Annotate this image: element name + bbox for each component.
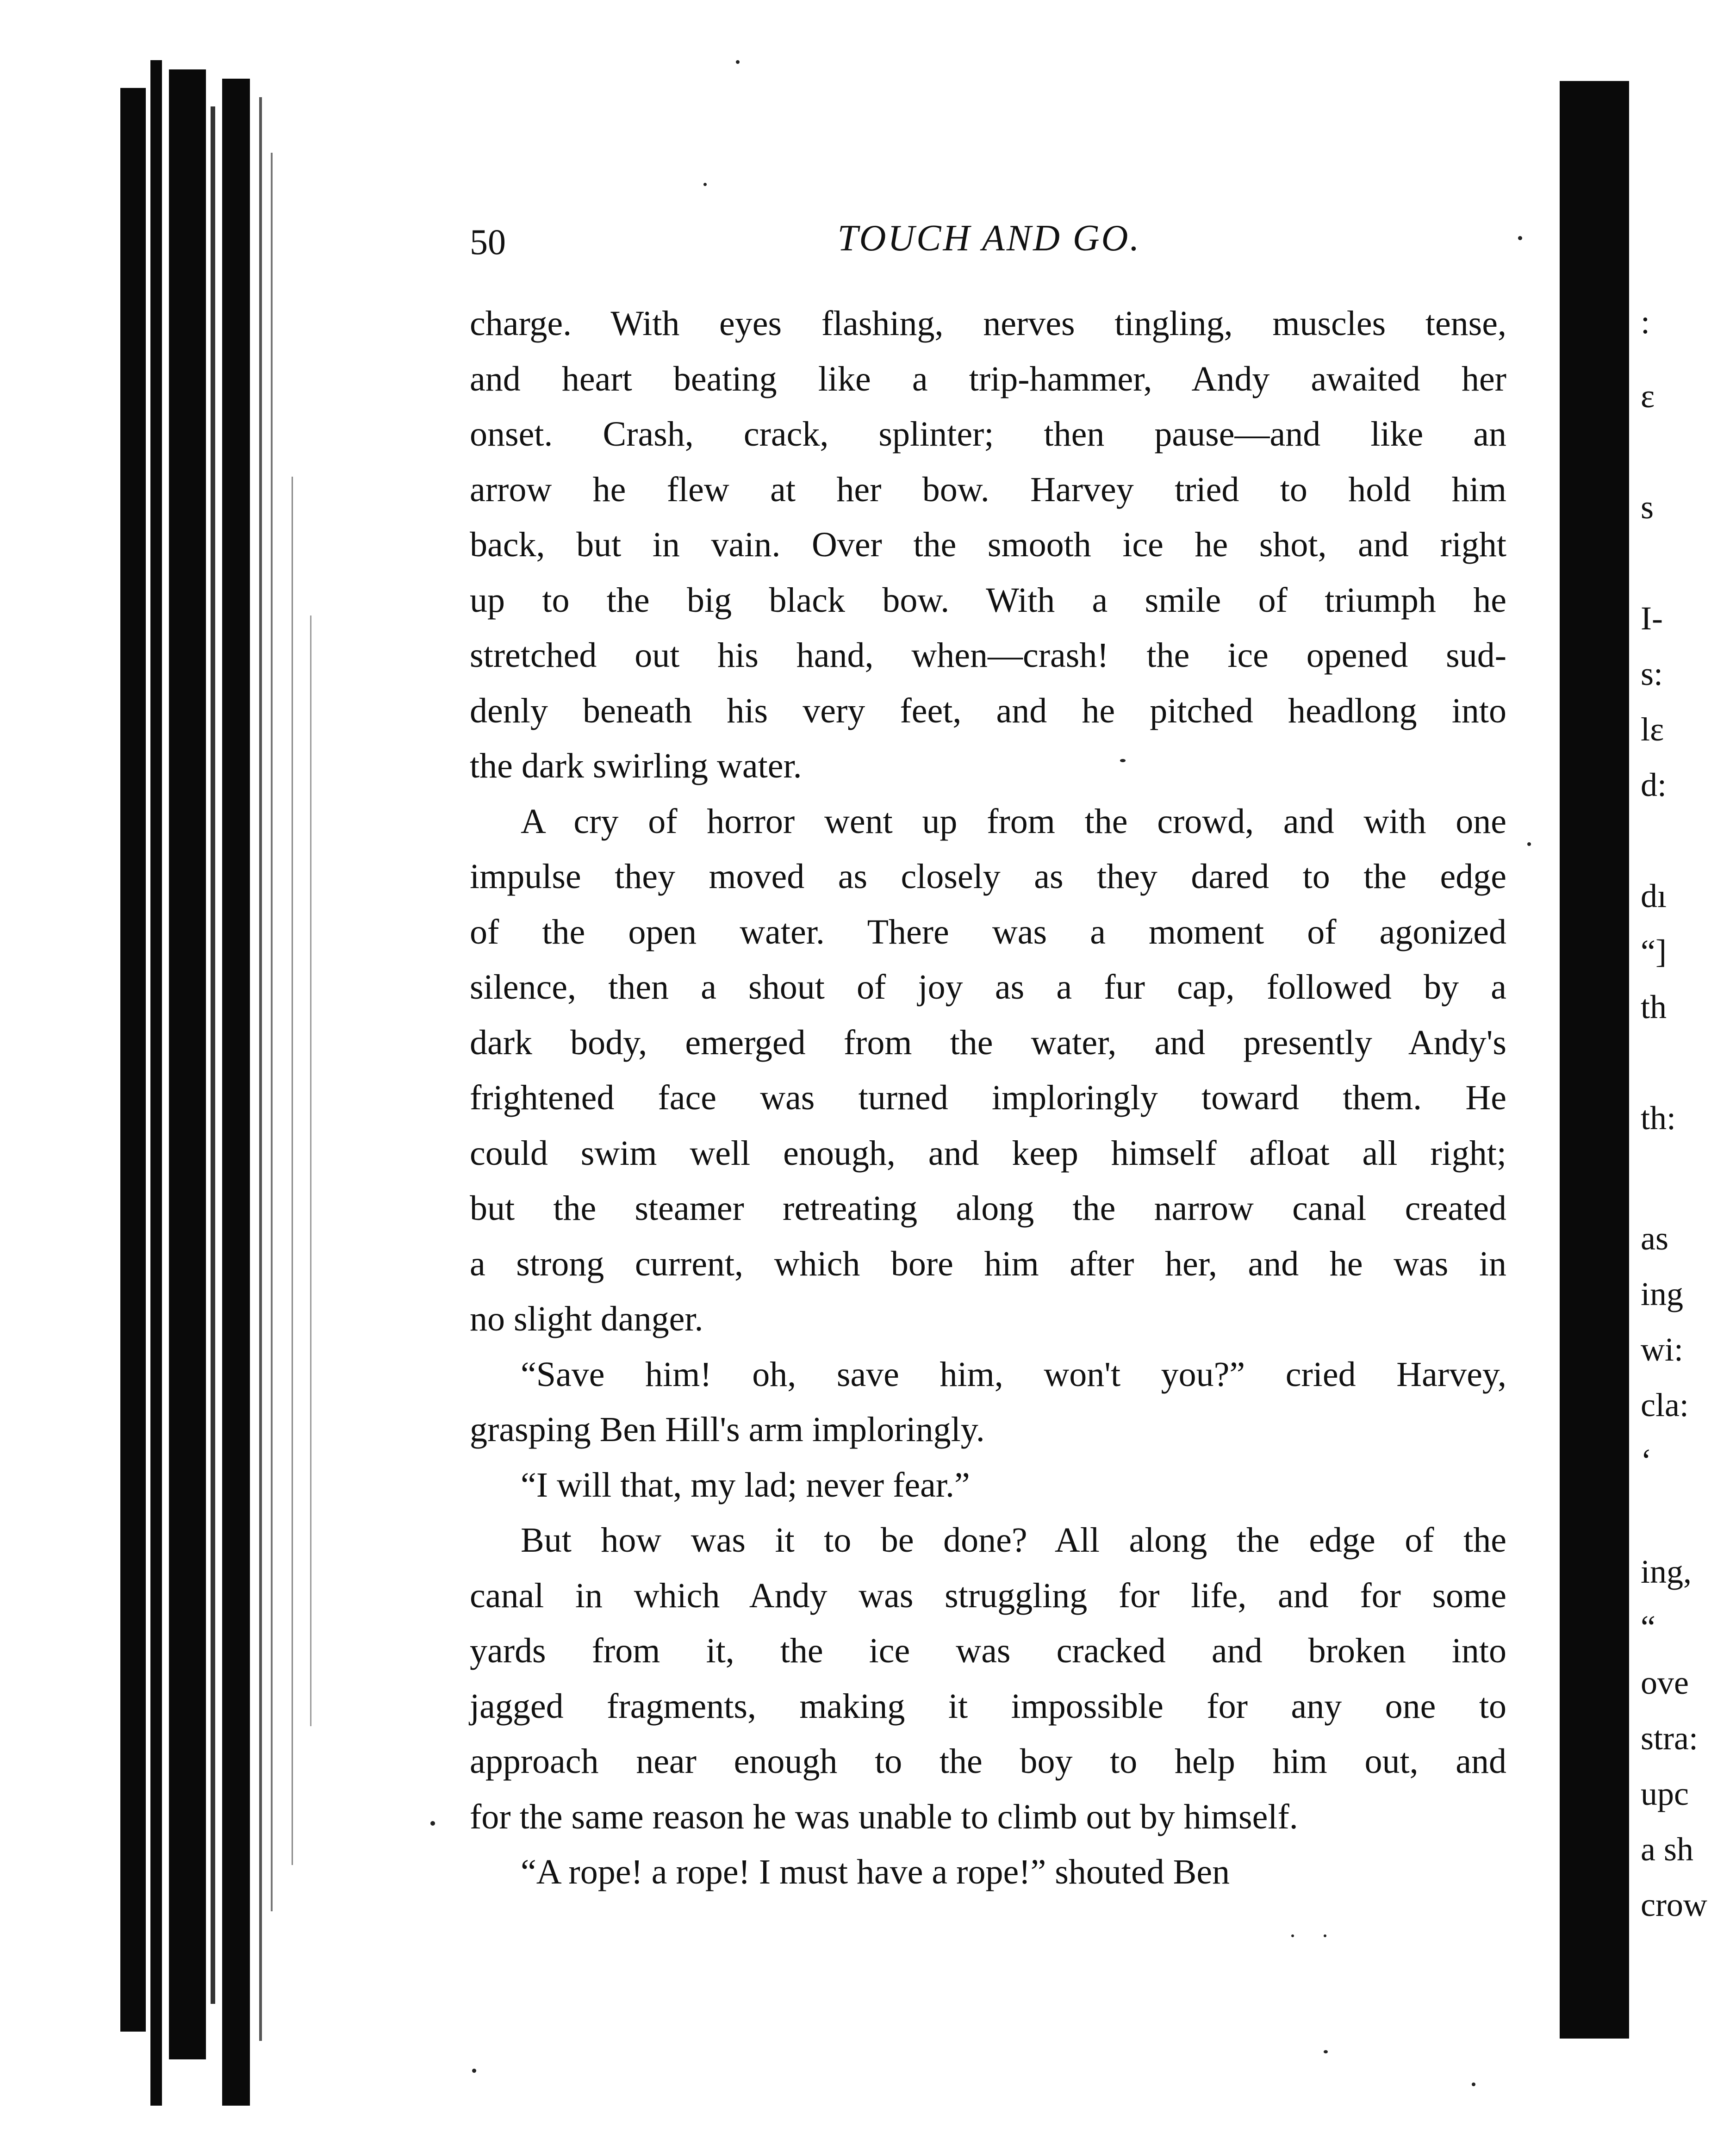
text-line: no slight danger. <box>470 1299 703 1338</box>
facing-page-edge-shadow <box>1560 81 1629 2039</box>
facing-page-fragment: ‘ <box>1641 1442 1652 1479</box>
page-number: 50 <box>470 222 506 262</box>
scan-speck <box>1527 842 1531 846</box>
text-line: but the steamer retreating along the narrow canal created <box>470 1189 1506 1228</box>
text-line: dark body, emerged from the water, and presently Andy's <box>470 1023 1506 1062</box>
facing-page-fragment: th <box>1641 989 1667 1026</box>
page-header <box>470 218 1509 268</box>
scan-speck <box>1472 2083 1475 2086</box>
text-line: But how was it to be done? All along the edge of the <box>521 1521 1506 1560</box>
text-line: of the open water. There was a moment of agonized <box>470 912 1506 951</box>
text-line: canal in which Andy was struggling for life, and for some <box>470 1576 1506 1615</box>
text-line: charge. With eyes flashing, nerves tingling, muscles tense, <box>470 304 1506 343</box>
text-line: and heart beating like a trip-hammer, Andy awaited her <box>470 359 1506 398</box>
scan-speck <box>736 60 740 64</box>
text-line: “Save him! oh, save him, won't you?” cried Harvey, <box>521 1355 1506 1394</box>
gutter-stripe <box>310 616 311 1726</box>
text-line: stretched out his hand, when—crash! the ice opened sud- <box>470 636 1506 675</box>
scan-speck <box>1324 2050 1328 2053</box>
facing-page-fragment: wi: <box>1641 1331 1684 1368</box>
text-line: back, but in vain. Over the smooth ice he shot, and right <box>470 525 1506 564</box>
text-line: yards from it, the ice was cracked and broken into <box>470 1631 1506 1670</box>
text-line: could swim well enough, and keep himself afloat all right; <box>470 1133 1506 1173</box>
facing-page-fragment: dı <box>1641 877 1667 914</box>
text-line: jagged fragments, making it impossible for any one to <box>470 1686 1506 1726</box>
gutter-stripe <box>169 69 206 2059</box>
facing-page-fragment: ing <box>1641 1275 1684 1312</box>
facing-page-fragment: as <box>1641 1220 1668 1257</box>
facing-page-fragment: ing, <box>1641 1553 1692 1590</box>
facing-page-fragment: th: <box>1641 1100 1676 1137</box>
scan-speck <box>472 2069 476 2073</box>
facing-page-fragment: “ <box>1641 1609 1655 1646</box>
text-line: arrow he flew at her bow. Harvey tried to hold him <box>470 470 1506 509</box>
facing-page-fragment: d: <box>1641 766 1667 803</box>
facing-page-fragment: stra: <box>1641 1720 1698 1757</box>
text-line: impulse they moved as closely as they dared to the edge <box>470 857 1506 896</box>
text-line: the dark swirling water. <box>470 746 802 785</box>
facing-page-fragment: crow <box>1641 1886 1707 1923</box>
body-text <box>470 296 1506 1900</box>
text-line: for the same reason he was unable to climb out by himself. <box>470 1797 1298 1836</box>
scan-speck <box>703 183 707 186</box>
facing-page-fragment: ε <box>1641 378 1655 415</box>
scan-speck <box>430 1821 435 1826</box>
gutter-stripe <box>222 79 250 2106</box>
scan-speck <box>1120 759 1126 762</box>
facing-page-fragment: lε <box>1641 711 1664 748</box>
text-line: “I will that, my lad; never fear.” <box>521 1465 970 1505</box>
text-line: “A rope! a rope! I must have a rope!” shouted Ben <box>521 1853 1230 1891</box>
text-line: silence, then a shout of joy as a fur cap, followed by a <box>470 968 1506 1007</box>
text-line: up to the big black bow. With a smile of triumph he <box>470 580 1506 620</box>
text-line: A cry of horror went up from the crowd, and with one <box>521 802 1506 841</box>
facing-page-fragment: a sh <box>1641 1831 1693 1868</box>
text-line: approach near enough to the boy to help him out, and <box>470 1742 1506 1781</box>
facing-page-fragment: ove <box>1641 1664 1689 1701</box>
facing-page-fragment: I- <box>1641 600 1663 637</box>
facing-page-fragment: : <box>1641 304 1650 341</box>
gutter-stripe <box>271 153 273 1911</box>
text-line: denly beneath his very feet, and he pitched headlong into <box>470 691 1506 730</box>
binding-gutter-shadow <box>106 60 319 2106</box>
facing-page-fragment: s: <box>1641 655 1663 692</box>
facing-page-fragment: cla: <box>1641 1386 1689 1424</box>
facing-page-fragment: s <box>1641 489 1654 526</box>
text-line: onset. Crash, crack, splinter; then pause—and like an <box>470 415 1506 454</box>
facing-page-fragment: “] <box>1641 933 1667 970</box>
scan-speck <box>1291 1934 1294 1937</box>
running-head: TOUCH AND GO. <box>837 218 1141 259</box>
gutter-stripe <box>292 477 293 1865</box>
text-line: frightened face was turned imploringly toward them. He <box>470 1078 1506 1117</box>
facing-page-fragment: upc <box>1641 1775 1689 1812</box>
gutter-stripe <box>211 106 215 2004</box>
gutter-stripe <box>120 88 146 2032</box>
gutter-stripe <box>259 97 262 2041</box>
gutter-stripe <box>150 60 162 2106</box>
text-line: a strong current, which bore him after her, and he was in <box>470 1244 1506 1283</box>
text-line: grasping Ben Hill's arm imploringly. <box>470 1410 985 1449</box>
scan-speck <box>1518 236 1522 240</box>
scan-speck <box>1324 1934 1326 1937</box>
